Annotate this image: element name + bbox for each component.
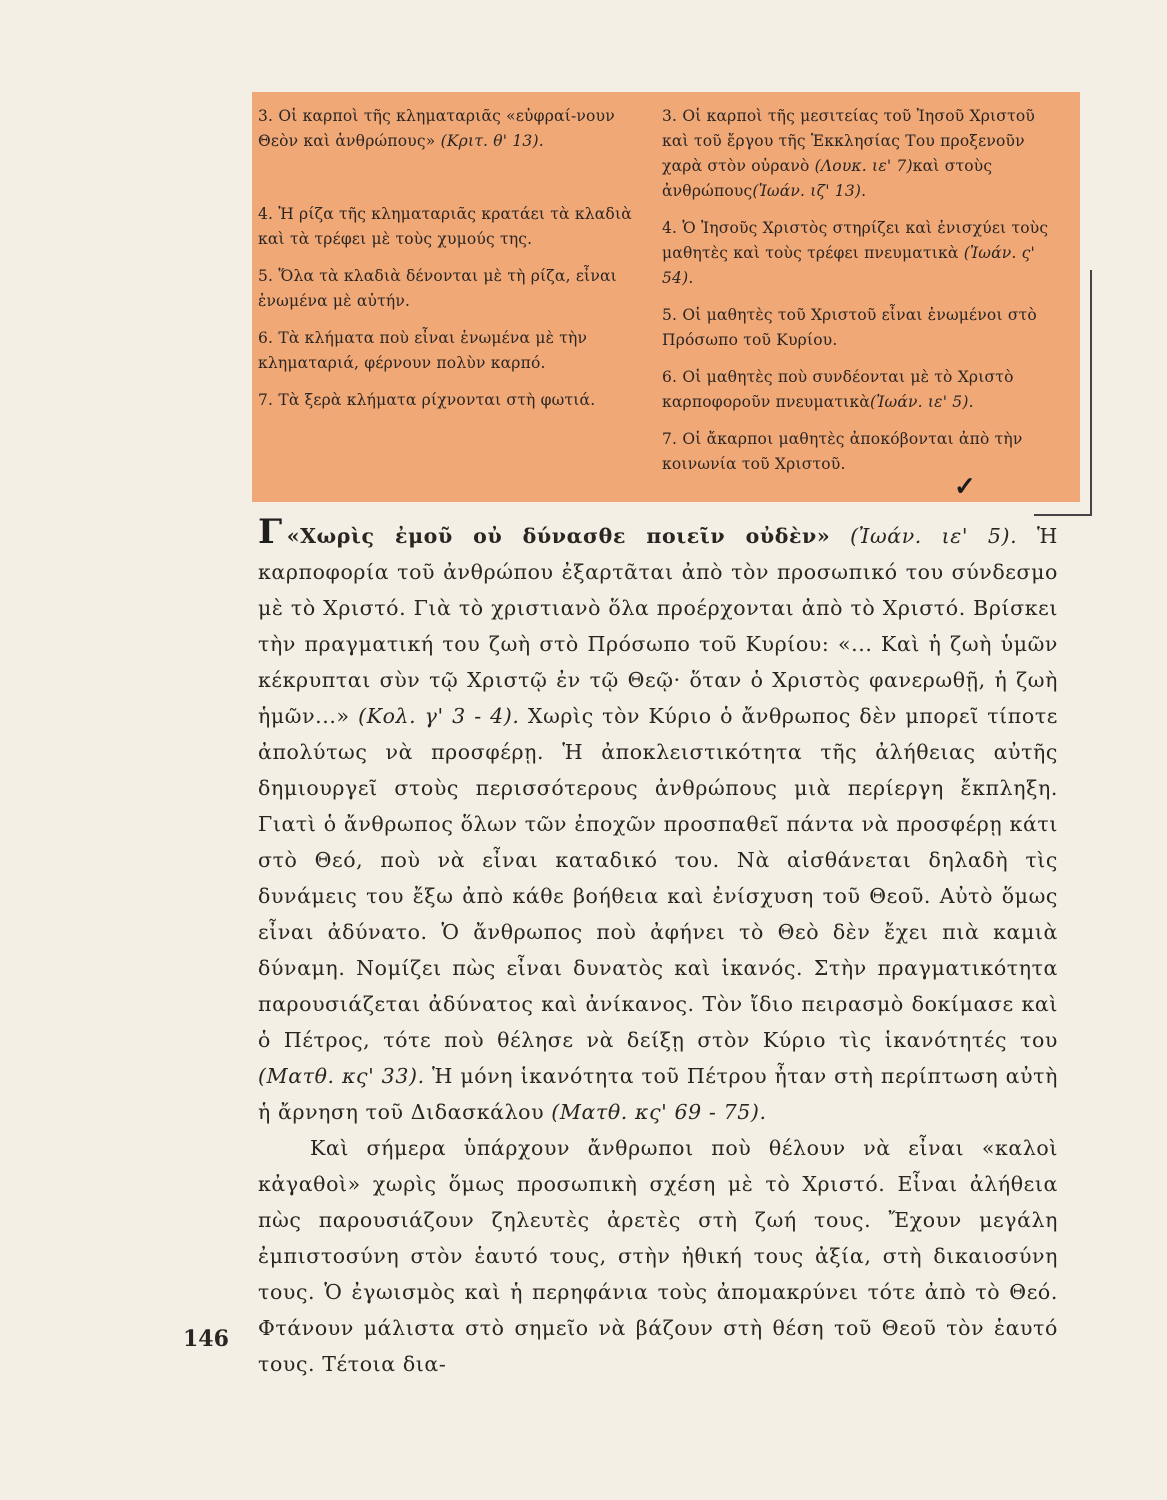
left-item-7: 7. Τὰ ξερὰ κλήματα ρίχνονται στὴ φωτιά. xyxy=(258,391,596,409)
left-item-3: 3. Οἱ καρποὶ τῆς κληματαριᾶς «εὐφραί-νουν Θεὸν καὶ ἀνθρώπους» (Κριτ. θ' 13). xyxy=(258,107,615,150)
main-body-text xyxy=(258,514,1058,1382)
paragraph-2: Καὶ σήμερα ὑπάρχουν ἄνθρωποι ποὺ θέλουν νὰ εἶναι «καλοὶ κἀγαθοὶ» χωρὶς ὅμως προσωπικὴ σχέση μὲ τὸ Χριστό. Εἶναι ἀλήθεια πὼς παρουσιάζουν ζηλευτὲς ἀρετὲς στὴ ζωή τους. Ἔχουν μεγάλη ἐμπιστοσύνη στὸν ἑαυτό τους, στὴν ἠθική τους ἀξία, στὴ δικαιοσύνη τους. Ὁ ἐγωισμὸς καὶ ἡ περηφάνια τοὺς ἀπομακρύνει τότε ἀπὸ τὸ Θεό. Φτάνουν μάλιστα στὸ σημεῖο νὰ βάζουν στὴ θέση τοῦ Θεοῦ τὸν ἑαυτό τους. Τέτοια δια- xyxy=(258,1136,1058,1376)
handwritten-bracket-mark xyxy=(1074,270,1092,516)
right-item-6: 6. Οἱ μαθητὲς ποὺ συνδέονται μὲ τὸ Χριστὸ καρποφοροῦν πνευματικὰ(Ἰωάν. ιε' 5). xyxy=(662,368,1014,411)
scripture-quote: «Χωρὶς ἐμοῦ οὐ δύνασθε ποιεῖν οὐδὲν» xyxy=(286,524,831,548)
comparison-left-column xyxy=(258,104,650,413)
paragraph-1: Γ «Χωρὶς ἐμοῦ οὐ δύνασθε ποιεῖν οὐδὲν» (Ἰωάν. ιε' 5). Ἡ καρποφορία τοῦ ἀνθρώπου ἐξαρτᾶται ἀπὸ τὸν προσωπικό του σύνδεσμο μὲ τὸ Χριστό. Γιὰ τὸ χριστιανὸ ὅλα προέρχονται ἀπὸ τὸ Χριστό. Βρίσκει τὴν πραγματική του ζωὴ στὸ Πρόσωπο τοῦ Κυρίου: «... Καὶ ἡ ζωὴ ὑμῶν κέκρυπται σὺν τῷ Χριστῷ ἐν τῷ Θεῷ· ὅταν ὁ Χριστὸς φανερωθῇ, ἡ ζωὴ ἡμῶν...» (Κολ. γ' 3 - 4). Χωρὶς τὸν Κύριο ὁ ἄνθρωπος δὲν μπορεῖ τίποτε ἀπολύτως νὰ προσφέρῃ. Ἡ ἀποκλειστικότητα τῆς ἀλήθειας αὐτῆς δημιουργεῖ στοὺς περισσότερους ἀνθρώπους μιὰ περίεργη ἔκπληξη. Γιατὶ ὁ ἄνθρωπος ὅλων τῶν ἐποχῶν προσπαθεῖ πάντα νὰ προσφέρῃ κάτι στὸ Θεό, ποὺ νὰ εἶναι καταδικό του. Νὰ αἰσθάνεται δηλαδὴ τὶς δυνάμεις του ἔξω ἀπὸ κάθε βοήθεια καὶ ἐνίσχυση τοῦ Θεοῦ. Αὐτὸ ὅμως εἶναι ἀδύνατο. Ὁ ἄνθρωπος ποὺ ἀφήνει τὸ Θεὸ δὲν ἔχει πιὰ καμιὰ δύναμη. Νομίζει πὼς εἶναι δυνατὸς καὶ ἱκανός. Στὴν πραγματικότητα παρουσιάζεται ἀδύνατος καὶ ἀνίκανος. Τὸν ἴδιο πειρασμὸ δοκίμασε καὶ ὁ Πέτρος, τότε ποὺ θέλησε νὰ δείξῃ στὸν Κύριο τὶς ἱκανότητές του (Ματθ. κς' 33). Ἡ μόνη ἱκανότητα τοῦ Πέτρου ἦταν στὴ περίπτωση αὐτὴ ἡ ἄρνηση τοῦ Διδασκάλου (Ματθ. κς' 69 - 75). xyxy=(258,512,1058,1124)
right-item-4: 4. Ὁ Ἰησοῦς Χριστὸς στηρίζει καὶ ἐνισχύει τοὺς μαθητὲς καὶ τοὺς τρέφει πνευματικὰ (Ἰωάν. ς' 54). xyxy=(662,219,1049,287)
right-item-3: 3. Οἱ καρποὶ τῆς μεσιτείας τοῦ Ἰησοῦ Χριστοῦ καὶ τοῦ ἔργου τῆς Ἐκκλησίας Του προξενοῦν χαρὰ στὸν οὐρανὸ (Λουκ. ιε' 7)καὶ στοὺς ἀνθρώπους(Ἰωάν. ιζ' 13). xyxy=(662,107,1036,200)
left-item-4: 4. Ἡ ρίζα τῆς κληματαριᾶς κρατάει τὰ κλαδιὰ καὶ τὰ τρέφει μὲ τοὺς χυμούς της. xyxy=(258,205,632,248)
handwritten-check-mark: ✓ xyxy=(954,472,976,502)
comparison-right-column xyxy=(662,104,1054,477)
page-number: 146 xyxy=(183,1326,229,1352)
left-item-5: 5. Ὅλα τὰ κλαδιὰ δένονται μὲ τὴ ρίζα, εἶναι ἑνωμένα μὲ αὐτήν. xyxy=(258,267,617,310)
right-item-5: 5. Οἱ μαθητὲς τοῦ Χριστοῦ εἶναι ἑνωμένοι στὸ Πρόσωπο τοῦ Κυρίου. xyxy=(662,306,1037,349)
comparison-box xyxy=(252,92,1080,502)
left-item-6: 6. Τὰ κλήματα ποὺ εἶναι ἑνωμένα μὲ τὴν κληματαριά, φέρνουν πολὺν καρπό. xyxy=(258,329,588,372)
right-item-7: 7. Οἱ ἄκαρποι μαθητὲς ἀποκόβονται ἀπὸ τὴν κοινωνία τοῦ Χριστοῦ. xyxy=(662,430,1023,473)
handwritten-paragraph-mark: Γ xyxy=(258,512,283,552)
